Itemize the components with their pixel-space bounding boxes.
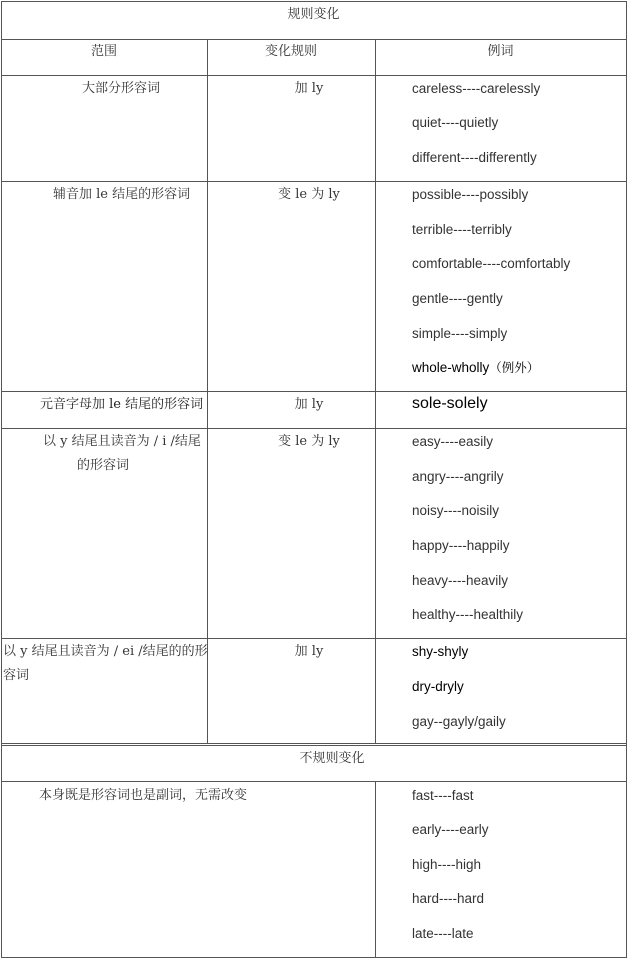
row-divider <box>1 745 626 746</box>
header-examples: 例词 <box>487 44 514 59</box>
exception-word: whole-wholly <box>412 360 490 375</box>
row-rule: 加 ly <box>294 81 324 96</box>
row-rule: 加 ly <box>294 644 324 659</box>
table-border-left <box>1 1 2 958</box>
row-divider <box>1 743 626 744</box>
example-word: quiet----quietly <box>412 115 499 130</box>
row-divider <box>1 391 626 392</box>
example-word: comfortable----comfortably <box>412 256 571 271</box>
example-word: dry-dryly <box>412 679 464 694</box>
irregular-section-title: 不规则变化 <box>299 751 365 766</box>
example-word: easy----easily <box>412 434 494 449</box>
example-word: noisy----noisily <box>412 503 500 518</box>
row-divider <box>1 638 626 639</box>
table-border-top <box>1 1 626 2</box>
example-word: hard----hard <box>412 891 485 906</box>
example-word: high----high <box>412 857 482 872</box>
example-word: fast----fast <box>412 788 474 803</box>
example-word: heavy----heavily <box>412 573 509 588</box>
example-word: gay--gayly/gaily <box>412 714 506 729</box>
example-word: happy----happily <box>412 538 510 553</box>
row-scope-line2: 的形容词 <box>77 458 130 473</box>
example-word: simple----simply <box>412 326 508 341</box>
row-divider <box>1 75 626 76</box>
example-word: different----differently <box>412 150 537 165</box>
column-divider <box>207 39 208 744</box>
example-word: terrible----terribly <box>412 222 512 237</box>
column-divider <box>375 39 376 744</box>
row-rule: 加 ly <box>294 397 324 412</box>
example-word: early----early <box>412 822 489 837</box>
row-scope: 元音字母加 le 结尾的形容词 <box>40 397 204 412</box>
header-scope: 范围 <box>90 44 117 59</box>
table-border-bottom <box>1 957 626 958</box>
row-scope: 辅音加 le 结尾的形容词 <box>53 187 191 202</box>
example-word: angry----angrily <box>412 469 504 484</box>
column-divider <box>375 781 376 958</box>
header-rule: 变化规则 <box>264 44 317 59</box>
example-word: gentle----gently <box>412 291 503 306</box>
exception-note: （例外） <box>489 360 540 375</box>
row-rule: 变 le 为 ly <box>278 187 340 202</box>
example-word: healthy----healthily <box>412 607 524 622</box>
example-word: sole-solely <box>412 395 488 412</box>
row-rule: 变 le 为 ly <box>278 434 340 449</box>
row-divider <box>1 39 626 40</box>
irregular-scope: 本身既是形容词也是副词，无需改变 <box>39 788 248 803</box>
example-word: shy-shyly <box>412 644 469 659</box>
row-scope-line1: 以 y 结尾且读音为 / ei /结尾的的形 <box>3 644 208 659</box>
example-word: careless----carelessly <box>412 81 541 96</box>
row-scope-line2: 容词 <box>3 668 30 683</box>
row-scope-line1: 以 y 结尾且读音为 / i /结尾 <box>43 434 201 449</box>
example-word: possible----possibly <box>412 187 529 202</box>
row-scope: 大部分形容词 <box>82 81 161 96</box>
row-divider <box>1 781 626 782</box>
row-divider <box>1 181 626 182</box>
table-border-right <box>626 1 627 958</box>
example-exception <box>412 360 539 376</box>
regular-section-title: 规则变化 <box>287 7 340 22</box>
row-divider <box>1 428 626 429</box>
example-word: late----late <box>412 926 474 941</box>
